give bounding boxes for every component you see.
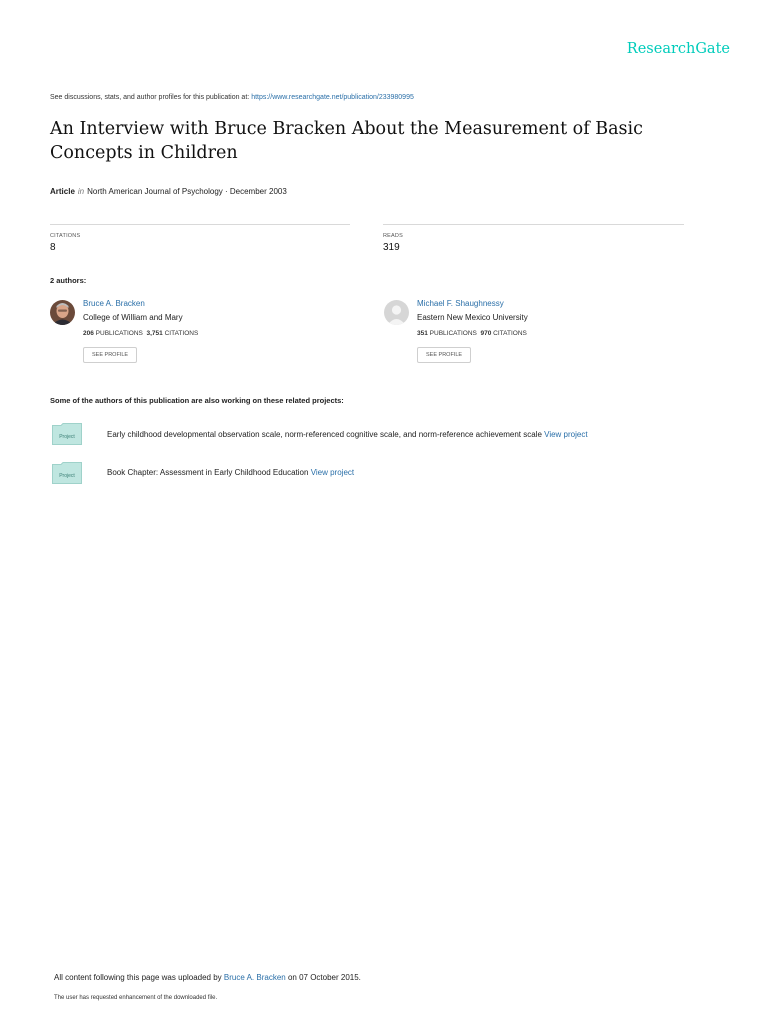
project-item xyxy=(107,468,354,477)
uploader-link[interactable]: Bruce A. Bracken xyxy=(223,973,286,982)
folder-icon xyxy=(52,462,82,484)
author-publications-count: 206 xyxy=(83,330,94,337)
author-citations-count: 970 xyxy=(480,330,492,337)
author-publications-label: PUBLICATIONS xyxy=(429,330,477,337)
default-user-icon xyxy=(384,300,409,325)
project-title: Early childhood developmental observation scale, norm-referenced cognitive scale, and norm-reference achievement scale xyxy=(107,430,542,439)
author-photo-icon xyxy=(50,300,75,325)
see-profile-button[interactable]: SEE PROFILE xyxy=(83,347,137,363)
project-folder-icon xyxy=(52,423,82,445)
researchgate-logo[interactable]: ResearchGate xyxy=(626,41,730,57)
citations-divider xyxy=(50,224,350,225)
reads-divider xyxy=(383,224,684,225)
discussion-prefix: See discussions, stats, and author profiles for this publication at: xyxy=(50,94,250,101)
author-stats xyxy=(83,330,198,337)
upload-suffix: on 07 October 2015. xyxy=(287,973,361,982)
projects-heading: Some of the authors of this publication are also working on these related projects: xyxy=(50,396,344,405)
citations-label: CITATIONS xyxy=(50,233,81,239)
project-item xyxy=(107,430,588,439)
project-title: Book Chapter: Assessment in Early Childhood Education xyxy=(107,468,309,477)
author-stats xyxy=(417,330,527,337)
discussion-line xyxy=(50,94,414,101)
reads-count: 319 xyxy=(383,242,400,253)
article-in: in xyxy=(77,187,85,196)
authors-heading: 2 authors: xyxy=(50,276,87,285)
author-citations-label: CITATIONS xyxy=(164,330,199,337)
publication-url-link[interactable]: https://www.researchgate.net/publication/233980995 xyxy=(251,94,414,101)
project-icon-label: Project xyxy=(59,434,75,440)
citations-count: 8 xyxy=(50,242,56,253)
article-type: Article xyxy=(50,187,75,196)
author-name-link[interactable]: Bruce A. Bracken xyxy=(83,299,145,308)
folder-icon xyxy=(52,423,82,445)
author-avatar[interactable] xyxy=(384,300,409,325)
article-meta xyxy=(50,187,287,196)
journal-date: North American Journal of Psychology · December 2003 xyxy=(87,187,287,196)
project-folder-icon xyxy=(52,462,82,484)
article-title: An Interview with Bruce Bracken About the Measurement of Basic Concepts in Children xyxy=(50,119,643,163)
view-project-link[interactable]: View project xyxy=(544,430,588,439)
author-publications-label: PUBLICATIONS xyxy=(95,330,143,337)
author-avatar[interactable] xyxy=(50,300,75,325)
project-icon-label: Project xyxy=(59,473,75,479)
author-institution: Eastern New Mexico University xyxy=(417,313,528,322)
enhancement-note: The user has requested enhancement of the downloaded file. xyxy=(54,995,218,1001)
author-publications-count: 351 xyxy=(417,330,428,337)
author-citations-label: CITATIONS xyxy=(493,330,527,337)
view-project-link[interactable]: View project xyxy=(310,468,355,477)
upload-notice xyxy=(54,973,361,982)
see-profile-button[interactable]: SEE PROFILE xyxy=(417,347,471,363)
author-citations-count: 3,751 xyxy=(146,330,163,337)
upload-prefix: All content following this page was uploaded by xyxy=(54,973,222,982)
author-name-link[interactable]: Michael F. Shaughnessy xyxy=(417,299,504,308)
reads-label: READS xyxy=(383,233,403,239)
author-institution: College of William and Mary xyxy=(83,313,183,322)
